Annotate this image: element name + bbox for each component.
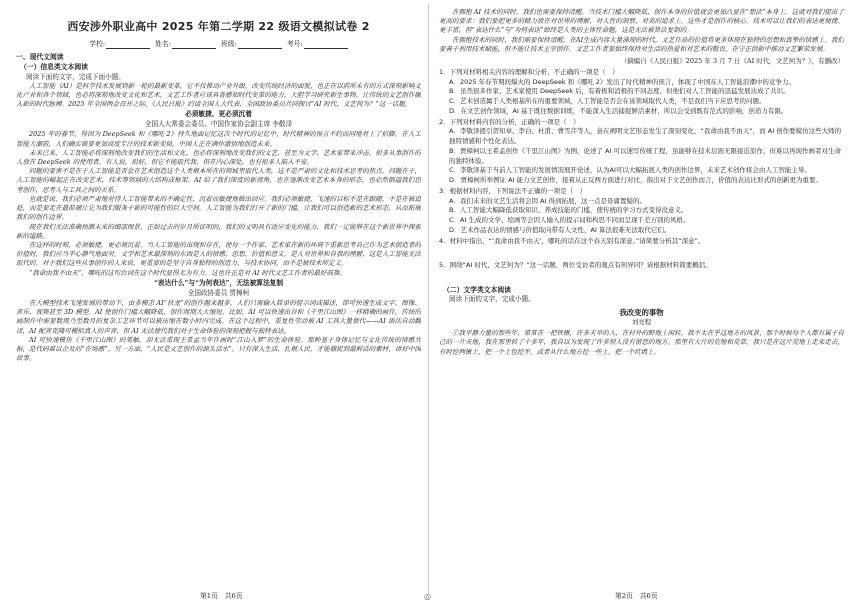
class-field [221,40,282,49]
school-label: 学校: [89,39,106,48]
class-label: 班级: [221,39,237,48]
paragraph: 在这样的时刻，必须敏捷，更必须沉着。当人工智能的出现和存在，使每一个作家、艺术家在新的环境下重新思考自己作为艺术创造者的价值时，我们应当平心静气地面对。文学和艺术最深刻的东西是人的情感、思想、价值和意义，是人对世界和自我的理解，这是人工智能无法取代的。对于我们这些从事创作的人来说，更重要的是坚守自身独特的创造力，与技术协同，而不是被技术所定义。 [16,240,421,268]
exam-title: 西安涉外职业高中 2025 年第二学期 22 级语文模拟试卷 2 [67,20,370,33]
essay-title: 我改变的事物 [619,308,664,318]
paragraph: 未来已来，人工智能必将深刻地改变我们的生活和文化，也必将深刻地改变我们的文艺，甚至为文学、艺术家带来冲击，很多从事创作的人放在 DeepSeek 的使用者，有人说，很好，但它不能取代我，但在内心深处，也有很多人陷入不安。 [16,148,421,166]
question-2 [439,118,844,186]
option-d: D．在文艺创作领域，AI 基于既往数据训练，不能深入生活捕捉鲜活素材，所以会受到既有范式的影响，创造力有限。 [449,106,788,115]
name-blank [172,42,216,49]
question-stem: 1．下列对材料相关内容的理解和分析，不正确的一项是（ ） [439,67,619,76]
question-5 [439,261,844,271]
article-subtitle: 必须敏捷、更必须沉着 [185,110,252,119]
option-d: D．贾樟柯所举例证 AI 能力文艺创作，接着从正反两方面进行对比，指出对于文艺创作而言，价值的表达比形式的创新更为重要。 [449,176,823,185]
source-citation: （摘编自《人民日报》2025 年 3 月 7 日《AI 时代，文艺何为？》，有删改） [620,57,844,66]
question-stem: 3．根据材料内容，下列说法不正确的一项是（ ） [439,186,587,195]
question-3 [439,187,844,236]
exam-number-field [287,40,348,49]
instruction: 阅读下面的文字，完成下面小题。 [26,72,125,81]
option-b: B．贾樟柯以王希孟创作《千里江山图》为例，论述了 AI 可以速写传统工程，虽能够在技术层面无限接近原作，但难以再现作画者对生命的独特体验。 [449,146,841,165]
question-stem: 4．材料中指出，“‘我命由我不由天’，哪吒的话在这个春天别有深意。”请简要分析其“深意”。 [439,236,705,245]
name-field [155,40,216,49]
page-left [16,8,421,583]
paragraph: ①我平静力量的那些年，常常在一把铁锹，许多天早的人，在村外的野地上闲转，我不太在乎这地方的风景，那个时候每个人都有属于自己的一片天地，我在那里转了十多年，我自以为发现了许多别人没有留意的地方。那里有大片的荒地和荒草，我只是在这片荒地上走来走去，有时挖两锹土，把一个土包挖平，或者从什么地方挖一些土，把一个坑填上。 [439,329,844,356]
paragraph: 现在我们无法准确预测未来的细部图景，正如过去的岁月所证明的，我们的文明具有适应变化的能力，我们一定能够在这个新世界中探索新的道路。 [16,222,421,240]
paragraph: 在拥抱技术的同时，我们需要保持清醒，在AI生成内容大量涌现的时代，文艺作品的价值将更多体现在独特的思想和真挚的情感上。我们要善于利用技术赋能，但不能让技术主宰创作。文艺工作者要始终保持对生活的热爱和对艺术的敬畏，在守正创新中推动文艺繁荣发展。 [439,35,844,53]
question-4 [439,237,844,247]
class-blank [238,42,282,49]
option-d: D．艺术作品表达的情感与价值取向带有人文性，AI 算法很难无法取代它们。 [449,225,671,234]
page-number-left: 第1页 共6页 [200,592,243,600]
paragraph: “我命由我不由天”，哪吒的这句台词在这个时代显得尤为有力。这也许正是对 AI 时代文艺工作者的最好鼓舞。 [29,268,347,277]
school-blank [106,42,150,49]
subsection-heading: （二）文学类文本阅读 [443,286,511,295]
option-a: A．李敬泽援引贺知章、李白、杜甫、曹雪芹等人，意在阐明文艺形态发生了深刻变化，“我命由我不由天”，而 AI 创作要模仿这些大师的独特情感和个性化表达。 [449,127,842,146]
paragraph: 在拥抱 AI 技术的同时，我们也需要保持清醒。当技术门槛大幅降低，创作本身的价值就会更加凸显在“想法”本身上。这就对我们提出了更高的要求：我们要把更多的精力放在对世界的理解、对人性的洞察、对美的追求上，这些才是创作的核心。技术可以让我们的表达更便捷、更丰富，但“表达什么”与“为何表达”始终是人类的主体性命题，这是无法被算法复制的。 [439,8,844,35]
page-divider [428,4,429,594]
paragraph: 人工智能（AI）是科学技术发展到新一轮的最新变革，它不仅推动产业升级，改变传统经济的面貌，也正在以前所未有的方式深刻影响文化产业和各个领域，也必将深刻地改变文化和艺术。文艺工作者应该具备感知时代变革的能力，大胆学习研究新生事物，让传统的文艺创作融入新的时代脉搏。2025 年全国两会召开之际，《人民日报》约请全国人大代表、全国政协委员共同探讨“AI 时代，文艺何为？”这一话题。 [16,81,421,109]
speaker-line: 全国人大常委会委员、中国作家协会副主席 李敬泽 [144,120,293,129]
paragraph: 问题的要害不是在于人工智能是否会在艺术创造这个人类根本所在的领域里取代人类，这不是严肃的文化和技术思考的焦点。问题在于，人工智能的崛起正在改变艺术，技术等领域的大结构或框架。AI 给了我们深度的新视角，也在逐渐改变艺术本身的形态，也必然倒逼我们思考创作，思考人与工具之间的关系。 [16,167,421,194]
school-field [89,40,150,49]
page-right [439,8,844,583]
option-b: B．人工智能大幅降低获取知识、养成技能的门槛，使传统的学习方式变得没意义。 [449,206,688,215]
question-stem: 2．下列对材料内容的分析，正确的一项是（ ） [439,117,580,126]
exam-number-label: 考号: [286,39,303,48]
paragraph: AI 可快速模仿《千里江山图》的笔触，却无法重现王希孟当年作画时“江山入梦”的生命体验。那种基于身体记忆与文化传统的情感共振，是代码难以企及的“在场感”。另一方面，“人民是文艺创作的源头活水”。只有深入生活、扎根人民，才能捕捉到最鲜活的素材，讲好中国故事。 [16,335,421,363]
option-a: A．2025 年春节期间爆火的 DeepSeek 和《哪吒 2》发出了时代精神的预言，体现了中国在人工智能浪潮中的竞争力。 [449,77,795,86]
answer-space[interactable] [439,271,844,285]
section-heading: 一、现代文阅读 [16,53,64,62]
option-c: C．AI 生成的文学、绘画等会因人输入的提示词和构思不同而呈现千差万别的风格。 [449,216,690,225]
option-b: B．虽然很多作家、艺术家使用 DeepSeek 后，有着极和消极的不同态度，但他们对人工智能的迅猛发展达成了共识。 [449,87,790,96]
answer-space[interactable] [439,246,844,260]
speaker-line: 全国政协委员 贾樟柯 [187,288,250,297]
binding-mark-icon: ◎ [424,592,431,601]
name-label: 姓名: [155,39,171,48]
question-1 [439,68,844,117]
instruction: 阅读下面的文字，完成小题。 [449,295,535,304]
option-c: C．李敬泽基于当前人工智能的发展情况展开论述，认为AI可以大幅拓展人类的创作边界，未来艺术创作将会由人工智能主导。 [449,166,811,175]
paragraph: 也就是说，我们必须严肃地对待人工智能带来的不确定性，沉着而敏捷地做出回应。我们必须敏捷，飞速的目标不是在跟随，不是在被追赶，而是要走在最前端让它为我们服务于新的可能性的巨大空间。人工智能为我们打开了新的门槛，让我们可以创造新的艺术形态，从而拓展我们的创作边界。 [16,194,421,222]
page-number-right: 第2页 共6页 [615,592,658,600]
question-stem: 5．围绕“AI 时代，文艺何为？”这一话题，两位受访者的观点有何异同？请根据材料简要概括。 [439,261,712,270]
paragraph: 2025 年的春节，得因为 DeepSeek 和《哪吒 2》持久地面记忆这次个时代的记忆中，时代精神的预言不约而同地对上了拍脚。在人工智能大潮前，人们确实需要更加高度专注的技术新变局，中国人正在满怀激情地创造未来。 [16,130,421,148]
option-a: A．我们未来的文艺生活将会因 AI 得到拓展，这一点是毋庸置疑的。 [449,196,646,205]
exam-number-blank [304,42,348,49]
paragraph: 在大模型技术飞速发展的带动下，由多模态 AI“扶龙”的创作越来越多，人们只需输入简单的提示词或描述，即可快速生成文字、图像、音乐、视频甚至 3D 模型。AI 使创作门槛大幅降低，创作周期大大缩短，比如，AI 可以快速出谷和《千里江山图》一样精确的画作，传统的画制作中需要数周乃至数月的复杂工艺环节可以被压缩在数小时内完成。在这个过程中，重复性劳动被 AI 工具大量替代——AI 语法自动翻译，AI 配音克隆可模拟真人的声音，但 AI 无法替代我们对于生命体验的深刻把握与独特表达。 [16,298,421,335]
essay-author: 刘亮程 [631,318,652,327]
student-info-line [16,40,421,49]
article-subtitle: “表达什么”与“为何表达”，无法被算法复制 [153,278,284,287]
option-c: C．艺术创造属于人类根基所在的重要领域，人工智能是否会在该领域取代人类，不是我们当下应思考的问题。 [449,97,766,106]
subsection-heading: （一）信息类文本阅读 [20,63,88,72]
